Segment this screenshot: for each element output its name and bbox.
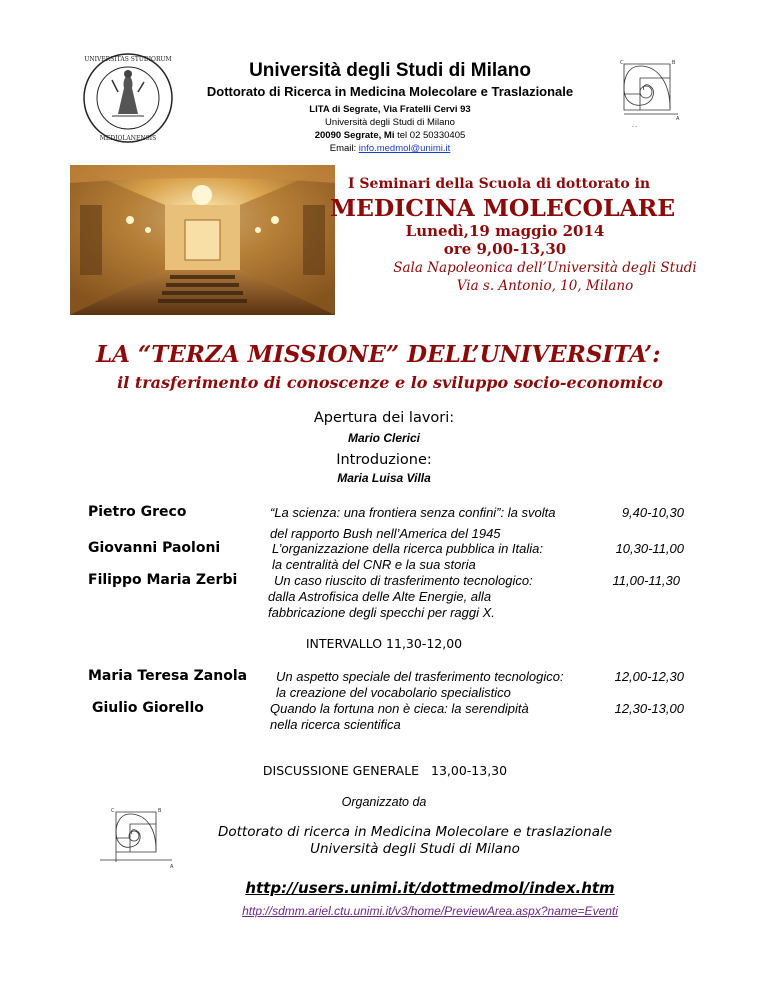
doctorate-name: Dottorato di Ricerca in Medicina Molecolare e Traslazionale: [206, 84, 574, 99]
events-link[interactable]: http://sdmm.ariel.ctu.unimi.it/v3/home/PreviewArea.aspx?name=Eventi: [242, 904, 618, 918]
talk-time: 12,30-13,00: [614, 701, 684, 716]
svg-text:B: B: [672, 60, 676, 66]
event-time: ore 9,00-13,30: [443, 240, 567, 258]
organizer-line2: Università degli Studi di Milano: [310, 841, 520, 857]
talk-title-line: del rapporto Bush nell’America del 1945: [270, 526, 501, 541]
main-title: LA “TERZA MISSIONE” DELL’UNIVERSITA’:: [96, 341, 661, 368]
speaker-name: Filippo Maria Zerbi: [88, 572, 238, 588]
opening-label: Apertura dei lavori:: [313, 410, 455, 426]
svg-text:A: A: [676, 116, 680, 122]
talk-title-line: fabbricazione degli specchi per raggi X.: [268, 605, 495, 620]
speaker-name: Giovanni Paoloni: [88, 540, 221, 556]
event-date: Lunedì,19 maggio 2014: [405, 222, 605, 240]
svg-text:A: A: [170, 864, 174, 870]
talk-title-line: la creazione del vocabolario specialistico: [276, 685, 511, 700]
svg-text:C: C: [620, 60, 624, 66]
speaker-name: Pietro Greco: [88, 504, 187, 520]
talk-title-line: “La scienza: una frontiera senza confini”: la svolta: [270, 505, 556, 520]
talk-title-line: Quando la fortuna non è cieca: la serendipità: [270, 701, 529, 716]
talk-time: 12,00-12,30: [614, 669, 684, 684]
talk-title-line: la centralità del CNR e la sua storia: [272, 557, 476, 572]
opening-speaker: Mario Clerici: [347, 431, 421, 445]
talk-title-line: nella ricerca scientifica: [270, 717, 401, 732]
address-city: 20090 Segrate, Mi: [314, 130, 395, 141]
address-tel: tel 02 50330405: [397, 130, 466, 141]
university-seal-logo: [82, 52, 174, 144]
address-line2: Università degli Studi di Milano: [325, 117, 455, 128]
email-link[interactable]: info.medmol@unimi.it: [358, 143, 451, 154]
email-line: [270, 143, 510, 154]
talk-title: [276, 669, 606, 701]
talk-title-line: Un aspetto speciale del trasferimento tecnologico:: [276, 669, 564, 684]
school-name: MEDICINA MOLECOLARE: [330, 194, 676, 222]
organizer-line1: Dottorato di ricerca in Medicina Molecolare e traslazionale: [217, 824, 613, 840]
talk-time: 11,00-11,30: [612, 573, 680, 588]
svg-text:C: C: [111, 808, 115, 814]
event-address: Via s. Antonio, 10, Milano: [456, 278, 634, 294]
speaker-name: Maria Teresa Zanola: [88, 668, 248, 684]
email-label: Email:: [329, 143, 357, 154]
spiral-diagram-logo: [618, 58, 684, 132]
svg-text:UNIVERSITAS STUDIORUM: UNIVERSITAS STUDIORUM: [84, 56, 172, 63]
intro-speaker: Maria Luisa Villa: [337, 471, 431, 485]
general-discussion: DISCUSSIONE GENERALE 13,00-13,30: [262, 763, 508, 778]
speaker-name: Giulio Giorello: [92, 700, 204, 716]
website-link[interactable]: http://users.unimi.it/dottmedmol/index.htm: [245, 879, 615, 897]
organized-by-label: Organizzato da: [341, 795, 427, 809]
seminar-series: I Seminari della Scuola di dottorato in: [348, 176, 651, 192]
talk-title: [272, 541, 602, 573]
talk-time: 9,40-10,30: [621, 505, 684, 520]
talk-title: [270, 701, 600, 733]
svg-text:MEDIOLANENSIS: MEDIOLANENSIS: [99, 135, 157, 142]
spiral-diagram-logo-footer: [96, 806, 186, 872]
talk-title-line: dalla Astrofisica delle Alte Energie, alla: [268, 589, 492, 604]
talk-title-line: L’organizzazione della ricerca pubblica in Italia:: [272, 541, 543, 556]
subtitle: il trasferimento di conoscenze e lo sviluppo socio-economico: [117, 373, 663, 392]
address-line1: LITA di Segrate, Via Fratelli Cervi 93: [309, 104, 471, 115]
talk-time: 10,30-11,00: [615, 541, 684, 556]
talk-title: [270, 505, 600, 542]
event-venue: Sala Napoleonica dell’Università degli Studi: [393, 260, 697, 276]
break-slot: INTERVALLO 11,30-12,00: [305, 636, 463, 651]
intro-label: Introduzione:: [336, 452, 432, 468]
talk-title: [268, 573, 598, 621]
talk-title-line: Un caso riuscito di trasferimento tecnologico:: [274, 573, 533, 588]
hall-photo: [70, 165, 335, 315]
university-name: Università degli Studi di Milano: [249, 60, 531, 81]
svg-text:B: B: [158, 808, 162, 814]
svg-text:- -: - -: [632, 124, 638, 130]
address-line3: [250, 130, 530, 141]
